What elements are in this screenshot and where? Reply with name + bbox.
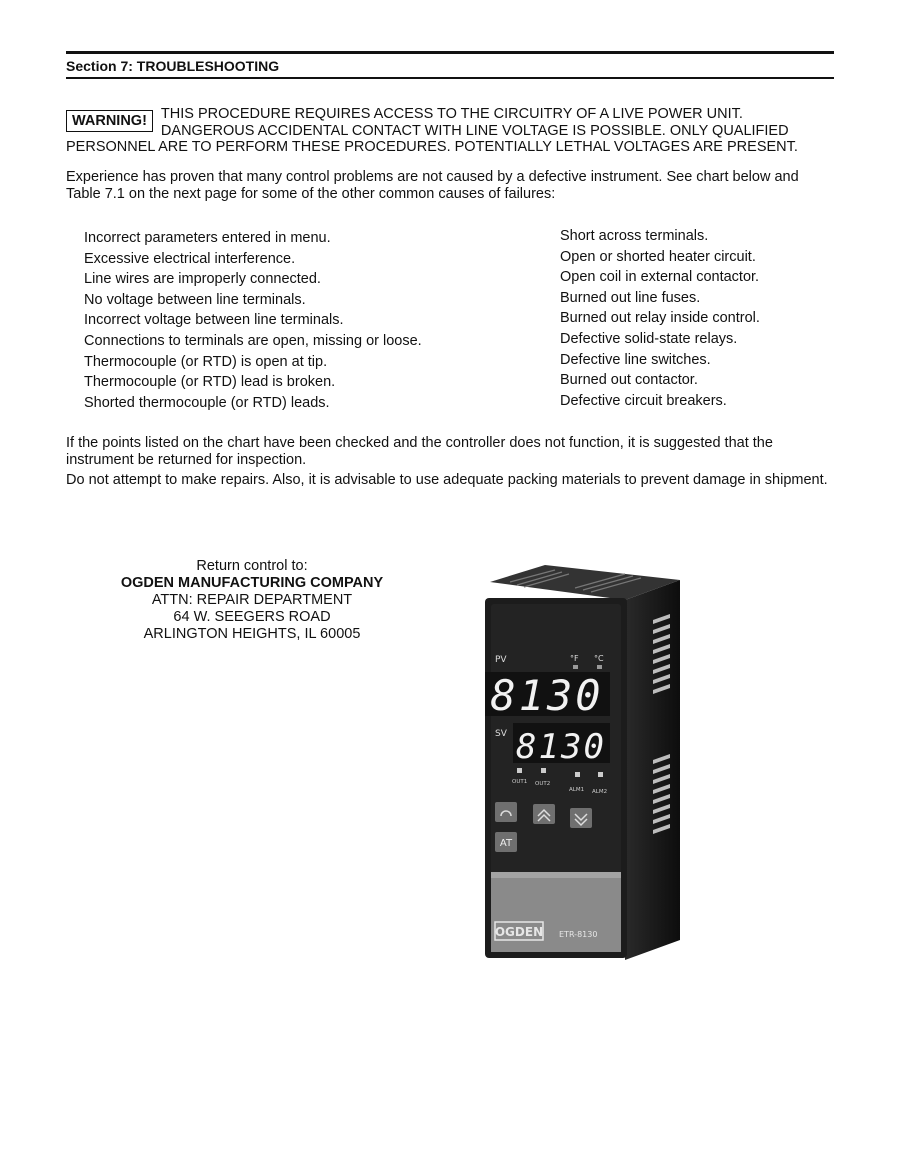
pv-value: 8130	[490, 671, 604, 720]
intro-paragraph: Experience has proven that many control problems are not caused by a defective instrument. See chart below and Table 7.1 on the next page for some of the other common causes of failures:	[66, 169, 799, 202]
list-item: Shorted thermocouple (or RTD) leads.	[84, 394, 330, 411]
attention-line: ATTN: REPAIR DEPARTMENT	[151, 592, 353, 608]
housing-side	[625, 580, 680, 960]
list-item: Defective line switches.	[560, 351, 711, 368]
list-item: Burned out contactor.	[560, 372, 698, 389]
alm1-label: ALM1	[569, 787, 585, 793]
company-name: OGDEN MANUFACTURING COMPANY	[120, 575, 384, 591]
section-heading: Section 7: TROUBLESHOOTING	[66, 58, 280, 74]
unit-c-led	[597, 665, 602, 669]
list-item: Thermocouple (or RTD) lead is broken.	[84, 374, 336, 391]
sv-label: SV	[495, 729, 507, 739]
list-item: Excessive electrical interference.	[84, 250, 296, 267]
list-item: Incorrect voltage between line terminals.	[84, 312, 344, 329]
list-item: Thermocouple (or RTD) is open at tip.	[84, 353, 328, 370]
return-intro: Return control to:	[196, 558, 308, 574]
top-rule	[66, 51, 834, 54]
list-item: Burned out relay inside control.	[560, 310, 760, 327]
followup-paragraph: Do not attempt to make repairs. Also, it is advisable to use adequate packing materials to prevent damage in shipment.	[66, 472, 828, 488]
warning-block	[66, 106, 836, 156]
list-item: Open coil in external contactor.	[560, 269, 760, 286]
unit-f-label: °F	[570, 654, 579, 663]
scroll-key	[495, 802, 517, 822]
unit-f-led	[573, 665, 578, 669]
list-item: Open or shorted heater circuit.	[560, 248, 756, 265]
list-item: Incorrect parameters entered in menu.	[84, 230, 331, 246]
out2-led	[541, 768, 546, 773]
list-item: Connections to terminals are open, missing or loose.	[84, 332, 422, 349]
list-item: Short across terminals.	[560, 228, 709, 244]
heading-underline	[66, 77, 834, 79]
brand-logo: OGDEN	[494, 925, 544, 939]
list-item: Line wires are improperly connected.	[84, 271, 321, 288]
unit-c-label: °C	[594, 654, 604, 663]
alm2-label: ALM2	[592, 789, 608, 795]
causes-list-left	[84, 228, 422, 413]
out1-led	[517, 768, 522, 773]
warning-badge: WARNING!	[66, 110, 153, 132]
followup-paragraph: If the points listed on the chart have been checked and the controller does not function, it is suggested that the instrument be returned for inspection.	[66, 435, 773, 468]
at-key-label: AT	[499, 838, 513, 849]
list-item: Defective circuit breakers.	[560, 392, 727, 409]
city-state-zip: ARLINGTON HEIGHTS, IL 60005	[143, 626, 361, 642]
model-label: ETR-8130	[559, 930, 598, 939]
alm1-led	[575, 772, 580, 777]
street-address: 64 W. SEEGERS ROAD	[173, 609, 331, 625]
controller-photo	[455, 540, 705, 990]
warning-text: THIS PROCEDURE REQUIRES ACCESS TO THE CIRCUITRY OF A LIVE POWER UNIT. DANGEROUS ACCIDENTAL CONTACT WITH LINE VOLTAGE IS POSSIBLE. ONLY QUALIFIED PERSONNEL ARE TO PERFORM THESE PROCEDURES. POTENTIALLY LETHAL VOLTAGES ARE PRESENT.	[66, 106, 798, 155]
return-address	[92, 558, 412, 643]
causes-list-right	[560, 226, 760, 411]
list-item: Burned out line fuses.	[560, 289, 701, 306]
list-item: No voltage between line terminals.	[84, 291, 306, 308]
pv-label: PV	[495, 655, 507, 665]
out1-label: OUT1	[512, 779, 528, 785]
list-item: Defective solid-state relays.	[560, 330, 738, 347]
alm2-led	[598, 772, 603, 777]
label-strip-highlight	[491, 872, 621, 878]
out2-label: OUT2	[535, 781, 551, 787]
sv-value: 8130	[516, 727, 606, 767]
